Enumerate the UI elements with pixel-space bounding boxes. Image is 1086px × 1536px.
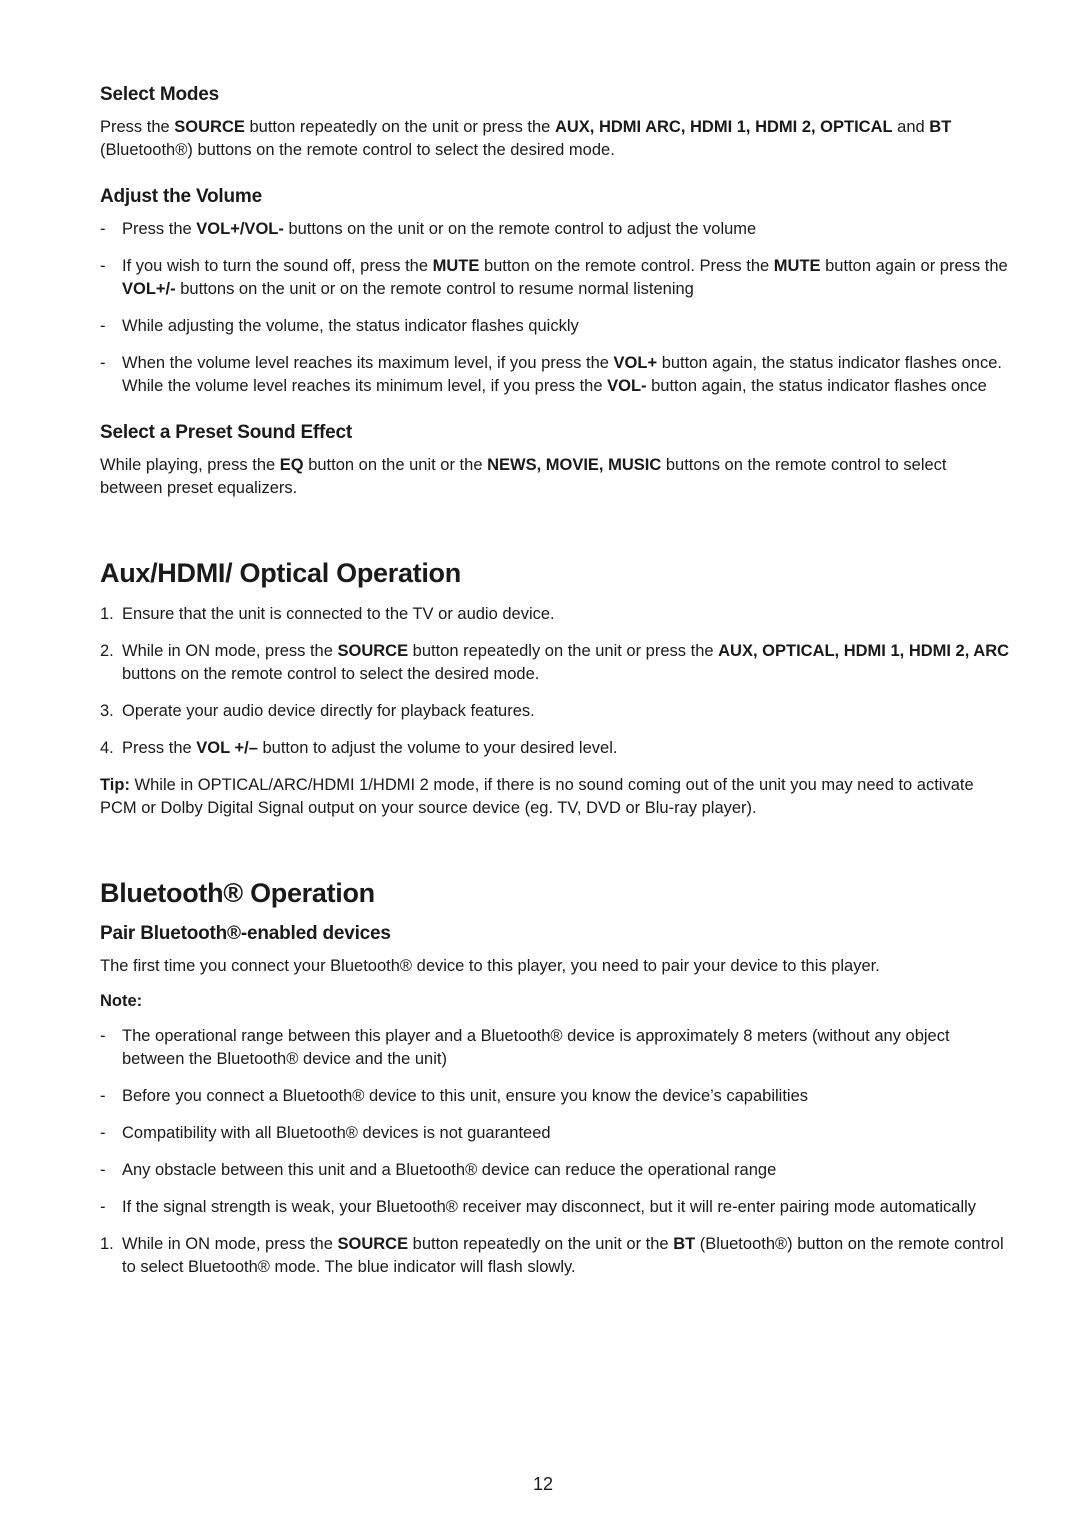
list-item: - The operational range between this player and a Bluetooth® device is approximately 8 meters (without any object between the Bluetooth® device and the unit) (100, 1025, 1010, 1071)
note-list (100, 1025, 1010, 1219)
adjust-volume-heading: Adjust the Volume (100, 186, 262, 207)
aux-section (100, 558, 1010, 820)
list-item: - If you wish to turn the sound off, press the MUTE button on the remote control. Press the MUTE button again or press the VOL+/- buttons on the unit or on the remote control to resume normal listening (100, 255, 1010, 301)
bluetooth-section (100, 878, 1010, 1279)
pair-heading: Pair Bluetooth®-enabled devices (100, 923, 391, 944)
list-item: - If the signal strength is weak, your Bluetooth® receiver may disconnect, but it will re-enter pairing mode automatically (100, 1196, 1010, 1219)
volume-list (100, 218, 1010, 398)
list-item: - While adjusting the volume, the status indicator flashes quickly (100, 315, 1010, 338)
list-item: 4. Press the VOL +/– button to adjust the volume to your desired level. (100, 739, 618, 757)
manual-page (100, 84, 1010, 1293)
list-item: - Press the VOL+/VOL- buttons on the unit or on the remote control to adjust the volume (100, 218, 1010, 241)
list-item: 1. Ensure that the unit is connected to the TV or audio device. (100, 605, 555, 623)
select-modes-section (100, 84, 1010, 162)
note-label: Note: (100, 992, 143, 1010)
page-number: 12 (532, 1474, 554, 1494)
list-item: 3. Operate your audio device directly for playback features. (100, 702, 535, 720)
list-item: 2. While in ON mode, press the SOURCE button repeatedly on the unit or press the AUX, OPTICAL, HDMI 1, HDMI 2, ARC buttons on the remote control to select the desired mode. (100, 642, 1010, 683)
list-item: - Any obstacle between this unit and a Bluetooth® device can reduce the operational range (100, 1159, 1010, 1182)
list-item: - Before you connect a Bluetooth® device to this unit, ensure you know the device’s capabilities (100, 1085, 1010, 1108)
aux-steps (100, 603, 1010, 760)
pair-intro: The first time you connect your Bluetooth® device to this player, you need to pair your device to this player. (100, 957, 880, 975)
preset-text: While playing, press the EQ button on the unit or the NEWS, MOVIE, MUSIC buttons on the remote control to select between preset equalizers. (100, 456, 947, 497)
list-item: - When the volume level reaches its maximum level, if you press the VOL+ button again, the status indicator flashes once. While the volume level reaches its minimum level, if you press the VOL- button again, the status indicator flashes once (100, 352, 1010, 398)
bt-steps (100, 1233, 1010, 1279)
aux-heading: Aux/HDMI/ Optical Operation (100, 558, 461, 588)
bluetooth-heading: Bluetooth® Operation (100, 878, 375, 908)
adjust-volume-section (100, 186, 1010, 398)
select-modes-text: Press the SOURCE button repeatedly on the unit or press the AUX, HDMI ARC, HDMI 1, HDMI 2, OPTICAL and BT (Bluetooth®) buttons on the remote control to select the desired mode. (100, 118, 952, 159)
select-modes-heading: Select Modes (100, 84, 220, 105)
preset-heading: Select a Preset Sound Effect (100, 422, 353, 443)
list-item: - Compatibility with all Bluetooth® devices is not guaranteed (100, 1122, 1010, 1145)
preset-section (100, 422, 1010, 500)
tip-text: Tip: While in OPTICAL/ARC/HDMI 1/HDMI 2 mode, if there is no sound coming out of the unit you may need to activate PCM or Dolby Digital Signal output on your source device (eg. TV, DVD or Blu-ray player). (100, 776, 974, 817)
list-item: 1. While in ON mode, press the SOURCE button repeatedly on the unit or the BT (Bluetooth®) button on the remote control to select Bluetooth® mode. The blue indicator will flash slowly. (100, 1235, 1004, 1276)
